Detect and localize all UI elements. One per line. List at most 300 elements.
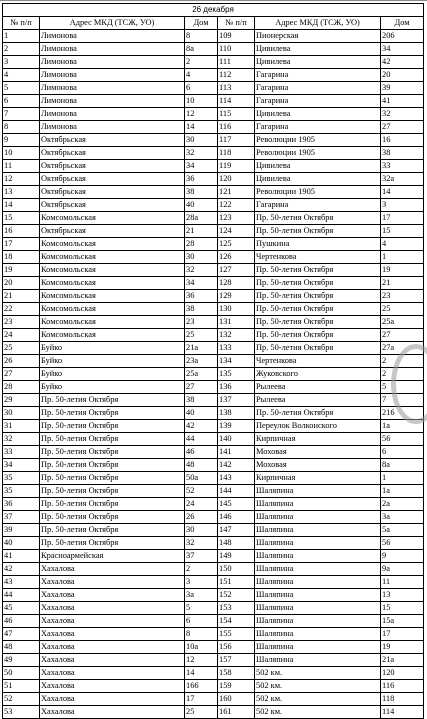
- house-left: 36: [185, 173, 218, 186]
- address-left: Комсомольская: [40, 264, 185, 277]
- row-num-left: 33: [3, 446, 40, 459]
- house-left: 38: [185, 394, 218, 407]
- address-right: Шаляпина: [255, 485, 381, 498]
- house-left: 30: [185, 134, 218, 147]
- table-row: [3, 615, 424, 628]
- address-right: Гагарина: [255, 95, 381, 108]
- row-num-left: 41: [3, 550, 40, 563]
- address-left: Комсомольская: [40, 238, 185, 251]
- row-num-right: 122: [218, 199, 255, 212]
- row-num-left: 5: [3, 82, 40, 95]
- row-num-left: 29: [3, 394, 40, 407]
- house-left: 36: [185, 290, 218, 303]
- row-num-left: 28: [3, 381, 40, 394]
- row-num-left: 7: [3, 108, 40, 121]
- house-left: 32: [185, 537, 218, 550]
- row-num-right: 139: [218, 420, 255, 433]
- address-left: Пр. 50-летия Октября: [40, 485, 185, 498]
- house-right: 1: [381, 251, 424, 264]
- row-num-right: 133: [218, 342, 255, 355]
- table-row: [3, 121, 424, 134]
- house-left: 26: [185, 511, 218, 524]
- row-num-left: 47: [3, 628, 40, 641]
- house-right: 15: [381, 225, 424, 238]
- row-num-left: 51: [3, 680, 40, 693]
- address-right: Пр. 50-летия Октября: [255, 329, 381, 342]
- row-num-right: 160: [218, 693, 255, 706]
- address-right: Гагарина: [255, 199, 381, 212]
- house-right: 4: [381, 238, 424, 251]
- house-left: 34: [185, 160, 218, 173]
- table-row: [3, 95, 424, 108]
- table-row: [3, 43, 424, 56]
- row-num-right: 136: [218, 381, 255, 394]
- address-right: Цивилева: [255, 108, 381, 121]
- row-num-left: 17: [3, 238, 40, 251]
- address-right: Шаляпина: [255, 537, 381, 550]
- house-right: 56: [381, 537, 424, 550]
- row-num-right: 154: [218, 615, 255, 628]
- row-num-left: 53: [3, 706, 40, 719]
- address-right: Кирпичная: [255, 433, 381, 446]
- table-row: [3, 407, 424, 420]
- table-row: [3, 355, 424, 368]
- row-num-left: 35: [3, 485, 40, 498]
- address-left: Пр. 50-летия Октября: [40, 524, 185, 537]
- table-row: [3, 108, 424, 121]
- house-left: 8: [185, 628, 218, 641]
- house-left: 10а: [185, 641, 218, 654]
- house-right: 14: [381, 186, 424, 199]
- address-right: Переулок Волконского: [255, 420, 381, 433]
- address-right: Моховая: [255, 446, 381, 459]
- table-row: [3, 264, 424, 277]
- house-right: 120: [381, 667, 424, 680]
- address-left: Пр. 50-летия Октября: [40, 511, 185, 524]
- address-right: Рылеева: [255, 394, 381, 407]
- row-num-left: 27: [3, 368, 40, 381]
- row-num-left: 20: [3, 277, 40, 290]
- address-right: Пр. 50-летия Октября: [255, 316, 381, 329]
- table-row: [3, 524, 424, 537]
- house-right: 3: [381, 199, 424, 212]
- table-row: [3, 589, 424, 602]
- table-row: [3, 459, 424, 472]
- address-left: Пр. 50-летия Октября: [40, 459, 185, 472]
- house-right: 2: [381, 368, 424, 381]
- address-left: Октябрьская: [40, 173, 185, 186]
- house-left: 48: [185, 459, 218, 472]
- house-right: 3а: [381, 511, 424, 524]
- table-row: [3, 277, 424, 290]
- table-row: [3, 82, 424, 95]
- row-num-left: 10: [3, 147, 40, 160]
- row-num-right: 116: [218, 121, 255, 134]
- address-right: Цивилева: [255, 43, 381, 56]
- address-right: Шаляпина: [255, 615, 381, 628]
- table-row: [3, 576, 424, 589]
- address-left: Буйко: [40, 342, 185, 355]
- address-left: Хахалова: [40, 693, 185, 706]
- address-right: Пр. 50-летия Октября: [255, 407, 381, 420]
- table-row: [3, 238, 424, 251]
- row-num-right: 118: [218, 147, 255, 160]
- row-num-right: 143: [218, 472, 255, 485]
- table-title-row: [3, 4, 424, 17]
- address-right: Чертенкова: [255, 251, 381, 264]
- house-left: 52: [185, 485, 218, 498]
- house-left: 42: [185, 420, 218, 433]
- row-num-right: 149: [218, 550, 255, 563]
- house-left: 32: [185, 264, 218, 277]
- house-right: 21а: [381, 654, 424, 667]
- address-left: Октябрьская: [40, 225, 185, 238]
- row-num-left: 12: [3, 173, 40, 186]
- row-num-right: 120: [218, 173, 255, 186]
- house-right: 34: [381, 43, 424, 56]
- row-num-right: 145: [218, 498, 255, 511]
- row-num-right: 135: [218, 368, 255, 381]
- table-row: [3, 199, 424, 212]
- date-title: 26 декабря: [3, 4, 424, 17]
- address-left: Пр. 50-летия Октября: [40, 446, 185, 459]
- house-right: 21: [381, 277, 424, 290]
- address-table: [2, 3, 424, 719]
- address-right: Шаляпина: [255, 524, 381, 537]
- row-num-right: 109: [218, 30, 255, 43]
- table-row: [3, 329, 424, 342]
- address-left: Пр. 50-летия Октября: [40, 420, 185, 433]
- address-left: Буйко: [40, 355, 185, 368]
- address-right: Пушкина: [255, 238, 381, 251]
- row-num-right: 126: [218, 251, 255, 264]
- house-right: 6: [381, 446, 424, 459]
- address-left: Октябрьская: [40, 147, 185, 160]
- table-row: [3, 537, 424, 550]
- row-num-right: 142: [218, 459, 255, 472]
- address-right: Пр. 50-летия Октября: [255, 277, 381, 290]
- house-left: 50а: [185, 472, 218, 485]
- house-right: 114: [381, 706, 424, 719]
- address-left: Пр. 50-летия Октября: [40, 537, 185, 550]
- row-num-left: 49: [3, 654, 40, 667]
- house-right: 17: [381, 628, 424, 641]
- table-row: [3, 433, 424, 446]
- row-num-right: 113: [218, 82, 255, 95]
- address-right: 502 км.: [255, 667, 381, 680]
- house-right: 15а: [381, 615, 424, 628]
- address-right: Шаляпина: [255, 576, 381, 589]
- address-left: Октябрьская: [40, 199, 185, 212]
- address-right: Цивилева: [255, 56, 381, 69]
- house-right: 2а: [381, 498, 424, 511]
- address-left: Лимонова: [40, 121, 185, 134]
- table-header-row: [3, 17, 424, 30]
- address-left: Красноармейская: [40, 550, 185, 563]
- address-left: Буйко: [40, 381, 185, 394]
- address-left: Хахалова: [40, 680, 185, 693]
- row-num-right: 121: [218, 186, 255, 199]
- row-num-left: 24: [3, 329, 40, 342]
- row-num-left: 22: [3, 303, 40, 316]
- house-left: 8а: [185, 43, 218, 56]
- row-num-right: 147: [218, 524, 255, 537]
- house-right: 41: [381, 95, 424, 108]
- header-address-right: Адрес МКД (ТСЖ, УО): [255, 17, 381, 30]
- table-row: [3, 680, 424, 693]
- row-num-right: 150: [218, 563, 255, 576]
- house-left: 25: [185, 706, 218, 719]
- house-left: 28: [185, 238, 218, 251]
- address-left: Хахалова: [40, 641, 185, 654]
- table-row: [3, 485, 424, 498]
- house-left: 38: [185, 303, 218, 316]
- table-row: [3, 381, 424, 394]
- table-row: [3, 290, 424, 303]
- house-right: 17: [381, 212, 424, 225]
- address-left: Лимонова: [40, 108, 185, 121]
- house-left: 12: [185, 108, 218, 121]
- address-right: Шаляпина: [255, 563, 381, 576]
- house-right: 33: [381, 160, 424, 173]
- table-row: [3, 693, 424, 706]
- row-num-right: 153: [218, 602, 255, 615]
- house-right: 27: [381, 329, 424, 342]
- table-row: [3, 394, 424, 407]
- table-row: [3, 498, 424, 511]
- house-left: 46: [185, 446, 218, 459]
- address-right: Гагарина: [255, 121, 381, 134]
- row-num-left: 11: [3, 160, 40, 173]
- row-num-left: 15: [3, 212, 40, 225]
- address-right: Гагарина: [255, 82, 381, 95]
- row-num-right: 140: [218, 433, 255, 446]
- address-left: Хахалова: [40, 563, 185, 576]
- table-body: [3, 30, 424, 719]
- row-num-right: 110: [218, 43, 255, 56]
- house-left: 21а: [185, 342, 218, 355]
- house-left: 23а: [185, 355, 218, 368]
- house-left: 3: [185, 576, 218, 589]
- address-left: Пр. 50-летия Октября: [40, 394, 185, 407]
- house-left: 3а: [185, 589, 218, 602]
- row-num-right: 137: [218, 394, 255, 407]
- house-right: 116: [381, 680, 424, 693]
- row-num-right: 141: [218, 446, 255, 459]
- table-row: [3, 56, 424, 69]
- house-right: 216: [381, 407, 424, 420]
- address-right: Шаляпина: [255, 628, 381, 641]
- table-row: [3, 225, 424, 238]
- row-num-left: 37: [3, 511, 40, 524]
- row-num-left: 6: [3, 95, 40, 108]
- address-right: Пр. 50-летия Октября: [255, 225, 381, 238]
- row-num-right: 157: [218, 654, 255, 667]
- row-num-left: 31: [3, 420, 40, 433]
- table-row: [3, 654, 424, 667]
- row-num-left: 2: [3, 43, 40, 56]
- header-address-left: Адрес МКД (ТСЖ, УО): [40, 17, 185, 30]
- row-num-right: 146: [218, 511, 255, 524]
- row-num-left: 26: [3, 355, 40, 368]
- house-left: 37: [185, 550, 218, 563]
- row-num-left: 46: [3, 615, 40, 628]
- table-row: [3, 511, 424, 524]
- address-left: Комсомольская: [40, 303, 185, 316]
- address-right: Шаляпина: [255, 511, 381, 524]
- address-left: Хахалова: [40, 654, 185, 667]
- row-num-right: 148: [218, 537, 255, 550]
- house-right: 11: [381, 576, 424, 589]
- table-row: [3, 446, 424, 459]
- row-num-right: 124: [218, 225, 255, 238]
- house-right: 25а: [381, 316, 424, 329]
- address-right: Шаляпина: [255, 589, 381, 602]
- row-num-left: 16: [3, 225, 40, 238]
- house-right: 13: [381, 589, 424, 602]
- row-num-left: 40: [3, 537, 40, 550]
- house-left: 38: [185, 186, 218, 199]
- address-right: Пр. 50-летия Октября: [255, 212, 381, 225]
- row-num-right: 134: [218, 355, 255, 368]
- row-num-right: 131: [218, 316, 255, 329]
- row-num-right: 115: [218, 108, 255, 121]
- header-house-right: Дом: [381, 17, 424, 30]
- row-num-right: 158: [218, 667, 255, 680]
- table-row: [3, 628, 424, 641]
- row-num-right: 144: [218, 485, 255, 498]
- table-row: [3, 602, 424, 615]
- house-right: 2: [381, 355, 424, 368]
- address-left: Лимонова: [40, 30, 185, 43]
- row-num-right: 159: [218, 680, 255, 693]
- row-num-left: 14: [3, 199, 40, 212]
- house-right: 9а: [381, 563, 424, 576]
- house-right: 19: [381, 264, 424, 277]
- address-right: Революции 1905: [255, 186, 381, 199]
- house-right: 38: [381, 147, 424, 160]
- table-row: [3, 134, 424, 147]
- table-row: [3, 368, 424, 381]
- house-right: 20: [381, 69, 424, 82]
- row-num-left: 34: [3, 459, 40, 472]
- house-right: 32а: [381, 173, 424, 186]
- address-left: Комсомольская: [40, 277, 185, 290]
- house-left: 21: [185, 225, 218, 238]
- row-num-left: 1: [3, 30, 40, 43]
- address-right: Цивилева: [255, 160, 381, 173]
- address-left: Комсомольская: [40, 316, 185, 329]
- table-row: [3, 147, 424, 160]
- row-num-left: 3: [3, 56, 40, 69]
- row-num-left: 23: [3, 316, 40, 329]
- house-left: 14: [185, 667, 218, 680]
- house-right: 9: [381, 550, 424, 563]
- table-row: [3, 69, 424, 82]
- house-right: 8а: [381, 459, 424, 472]
- house-left: 23: [185, 316, 218, 329]
- house-left: 6: [185, 82, 218, 95]
- house-left: 32: [185, 147, 218, 160]
- row-num-right: 128: [218, 277, 255, 290]
- row-num-left: 44: [3, 589, 40, 602]
- row-num-left: 32: [3, 433, 40, 446]
- house-right: 1а: [381, 485, 424, 498]
- address-right: Шаляпина: [255, 654, 381, 667]
- row-num-left: 25: [3, 342, 40, 355]
- row-num-left: 52: [3, 693, 40, 706]
- table-row: [3, 173, 424, 186]
- address-left: Хахалова: [40, 628, 185, 641]
- row-num-right: 156: [218, 641, 255, 654]
- address-right: 502 км.: [255, 680, 381, 693]
- house-left: 2: [185, 56, 218, 69]
- table-row: [3, 472, 424, 485]
- house-right: 42: [381, 56, 424, 69]
- row-num-left: 35: [3, 472, 40, 485]
- house-right: 32: [381, 108, 424, 121]
- row-num-left: 48: [3, 641, 40, 654]
- house-left: 5: [185, 602, 218, 615]
- house-right: 16: [381, 134, 424, 147]
- address-left: Пр. 50-летия Октября: [40, 407, 185, 420]
- house-right: 25: [381, 303, 424, 316]
- address-right: Шаляпина: [255, 498, 381, 511]
- address-left: Лимонова: [40, 69, 185, 82]
- address-left: Хахалова: [40, 589, 185, 602]
- row-num-right: 119: [218, 160, 255, 173]
- row-num-right: 117: [218, 134, 255, 147]
- house-right: 27: [381, 121, 424, 134]
- house-left: 8: [185, 30, 218, 43]
- address-left: Буйко: [40, 368, 185, 381]
- house-left: 44: [185, 433, 218, 446]
- address-left: Пр. 50-летия Октября: [40, 498, 185, 511]
- header-house-left: Дом: [185, 17, 218, 30]
- address-right: Пионерская: [255, 30, 381, 43]
- address-left: Хахалова: [40, 706, 185, 719]
- table-row: [3, 563, 424, 576]
- row-num-left: 4: [3, 69, 40, 82]
- address-left: Пр. 50-летия Октября: [40, 472, 185, 485]
- house-right: 1а: [381, 420, 424, 433]
- house-left: 25: [185, 329, 218, 342]
- house-left: 25а: [185, 368, 218, 381]
- address-right: Моховая: [255, 459, 381, 472]
- row-num-right: 161: [218, 706, 255, 719]
- address-left: Хахалова: [40, 602, 185, 615]
- address-left: Хахалова: [40, 667, 185, 680]
- address-right: Пр. 50-летия Октября: [255, 303, 381, 316]
- row-num-right: 132: [218, 329, 255, 342]
- house-right: 23: [381, 290, 424, 303]
- address-left: Лимонова: [40, 82, 185, 95]
- row-num-right: 125: [218, 238, 255, 251]
- row-num-right: 138: [218, 407, 255, 420]
- house-left: 12: [185, 654, 218, 667]
- address-right: Шаляпина: [255, 641, 381, 654]
- house-left: 14: [185, 121, 218, 134]
- row-num-right: 151: [218, 576, 255, 589]
- address-right: Пр. 50-летия Октября: [255, 290, 381, 303]
- house-right: 118: [381, 693, 424, 706]
- table-row: [3, 186, 424, 199]
- table-row: [3, 160, 424, 173]
- row-num-left: 42: [3, 563, 40, 576]
- row-num-left: 13: [3, 186, 40, 199]
- house-left: 6: [185, 615, 218, 628]
- row-num-left: 50: [3, 667, 40, 680]
